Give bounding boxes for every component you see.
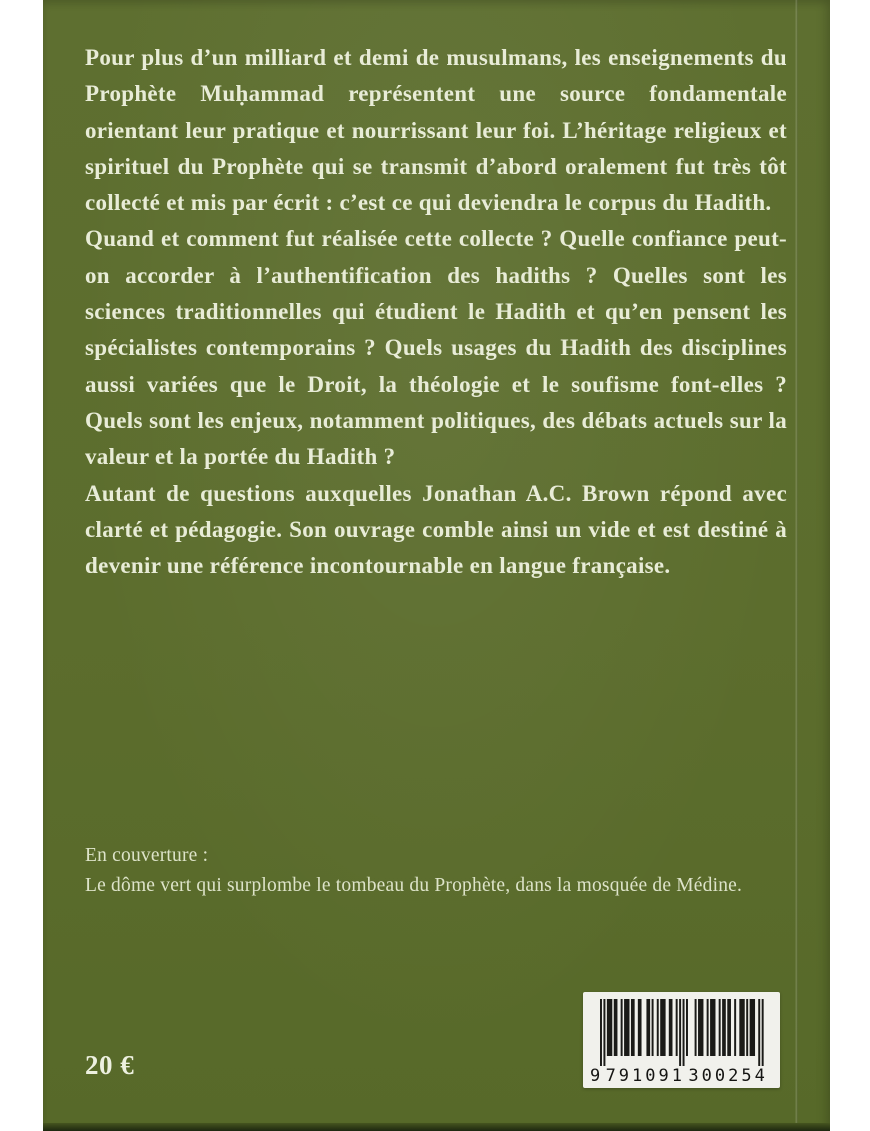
cover-note-label: En couverture : [85, 845, 209, 866]
synopsis-paragraph-3: Autant de questions auxquelles Jonathan A.C. Brown répond avec clarté et pédagogie. Son ouvrage comble ainsi un vide et est destiné à devenir une référence incontournable en langue française. [85, 480, 787, 579]
barcode [583, 992, 780, 1088]
price-label: 20 € [85, 1050, 135, 1080]
svg-text:9: 9 [590, 1066, 601, 1086]
cover-image-note [85, 841, 797, 900]
synopsis-text [85, 40, 787, 584]
svg-text:300254: 300254 [688, 1066, 768, 1086]
cover-note-caption: Le dôme vert qui surplombe le tombeau du Prophète, dans la mosquée de Médine. [85, 874, 743, 896]
cover-crease-line [795, 0, 798, 1131]
cover-bottom-edge [43, 1123, 830, 1131]
back-cover [43, 0, 830, 1131]
barcode-graphic [583, 992, 780, 1088]
synopsis-paragraph-2: Quand et comment fut réalisée cette collecte ? Quelle confiance peut-on accorder à l’authentification des hadiths ? Quelles sont les sciences traditionnelles qui étudient le Hadith et qu’en pensent les spécialistes contemporains ? Quels usages du Hadith des disciplines aussi variées que le Droit, la théologie et le soufisme font-elles ? Quels sont les enjeux, notamment politiques, des débats actuels sur la valeur et la portée du Hadith ? [85, 226, 787, 470]
synopsis-paragraph-1: Pour plus d’un milliard et demi de musulmans, les enseignements du Prophète Muḥammad représentent une source fondamentale orientant leur pratique et nourrissant leur foi. L’héritage religieux et spirituel du Prophète qui se transmit d’abord oralement fut très tôt collecté et mis par écrit : c’est ce qui deviendra le corpus du Hadith. [85, 45, 787, 216]
svg-text:791091: 791091 [605, 1066, 685, 1086]
